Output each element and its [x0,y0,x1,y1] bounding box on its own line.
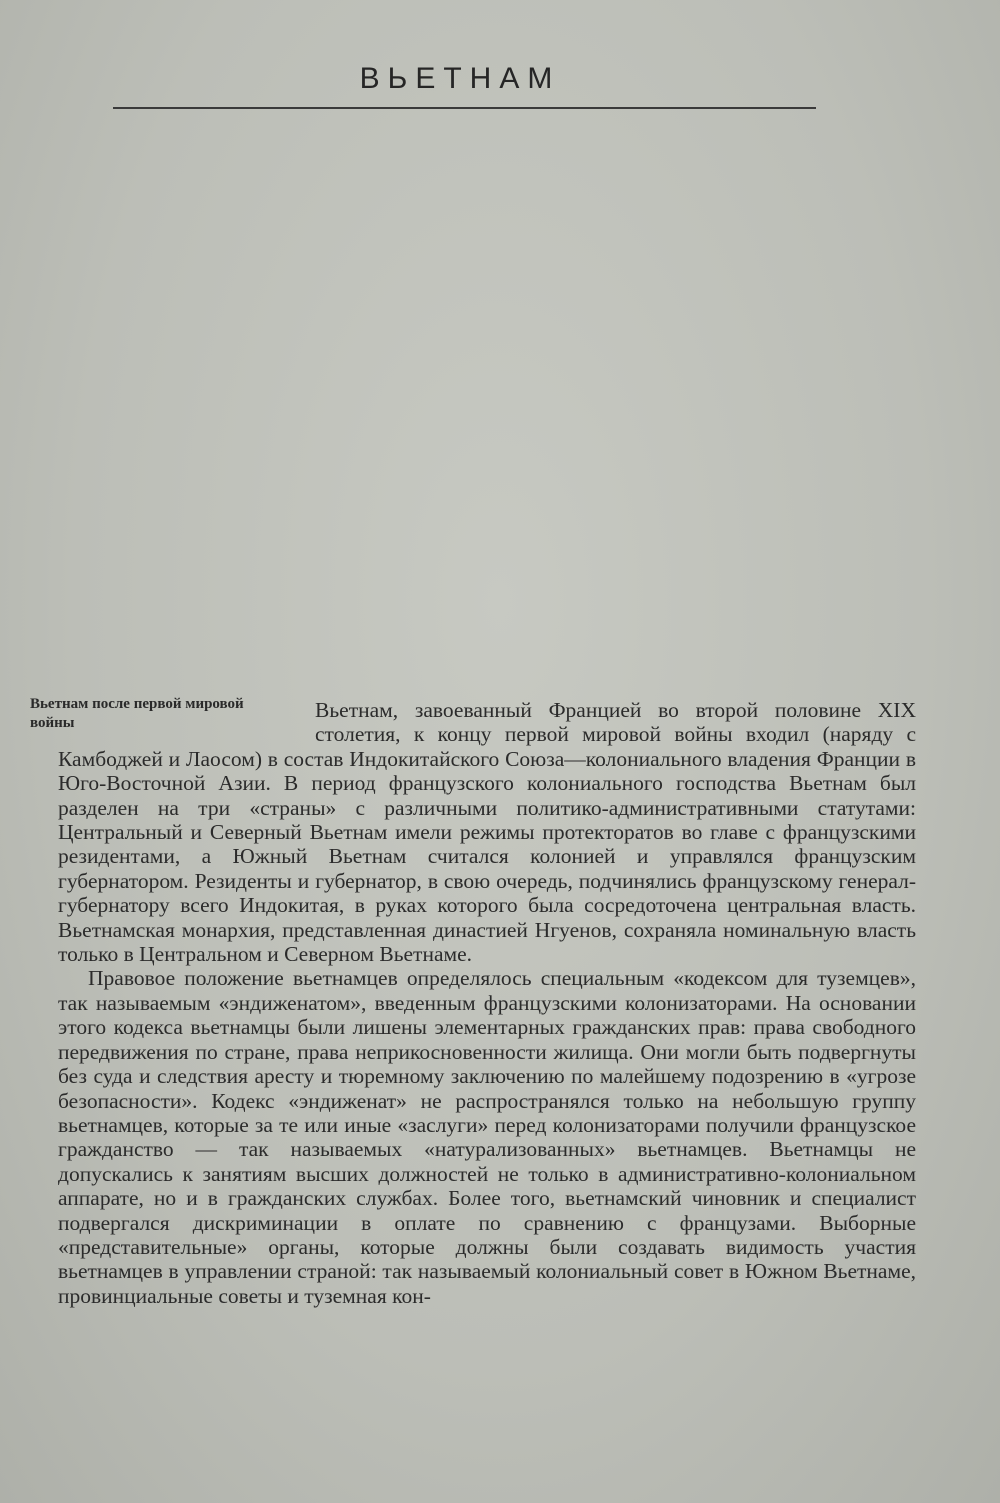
chapter-title: ВЬЕТНАМ [359,62,561,95]
margin-note: Вьетнам после первой мировой войны [30,696,244,731]
body-text [58,698,916,1308]
title-rule [113,107,816,109]
paragraph-2: Правовое положение вьетнамцев определялось специальным «кодексом для туземцев», так называемым «эндиженатом», введенным французскими колонизаторами. На основании этого кодекса вьетнамцы были лишены элементарных гражданских прав: права свободного передвижения по стране, права неприкосновенности жилища. Они могли быть подвергнуты без суда и следствия аресту и тюремному заключению по малейшему подозрению в «угрозе безопасности». Кодекс «эндиженат» не распространялся только на небольшую группу вьетнамцев, которые за те или иные «заслуги» перед колонизаторами получили французское гражданство — так называемых «натурализованных» вьетнамцев. Вьетнамцы не допускались к занятиям высших должностей не только в административно-колониальном аппарате, но и в гражданских службах. Более того, вьетнамский чиновник и специалист подвергался дискриминации в оплате по сравнению с французами. Выборные «представительные» органы, которые должны были создавать видимость участия вьетнамцев в управлении страной: так называемый колониальный совет в Южном Вьетнаме, провинциальные советы и туземная кон- [58,966,916,1308]
paragraph-1: Вьетнам, завоеванный Францией во второй половине XIX столетия, к концу первой мировой войны входил (наряду с Камбоджей и Лаосом) в состав Индокитайского Союза—колониального владения Франции в Юго-Восточной Азии. В период французского колониального господства Вьетнам был разделен на три «страны» с различными политико-административными статутами: Центральный и Северный Вьетнам имели режимы протекторатов во главе с французскими резидентами, а Южный Вьетнам считался колонией и управлялся французским губернатором. Резиденты и губернатор, в свою очередь, подчинялись французскому генерал-губернатору всего Индокитая, в руках которого была сосредоточена центральная власть. Вьетнамская монархия, представленная династией Нгуенов, сохраняла номинальную власть только в Центральном и Северном Вьетнаме. [58,698,916,967]
